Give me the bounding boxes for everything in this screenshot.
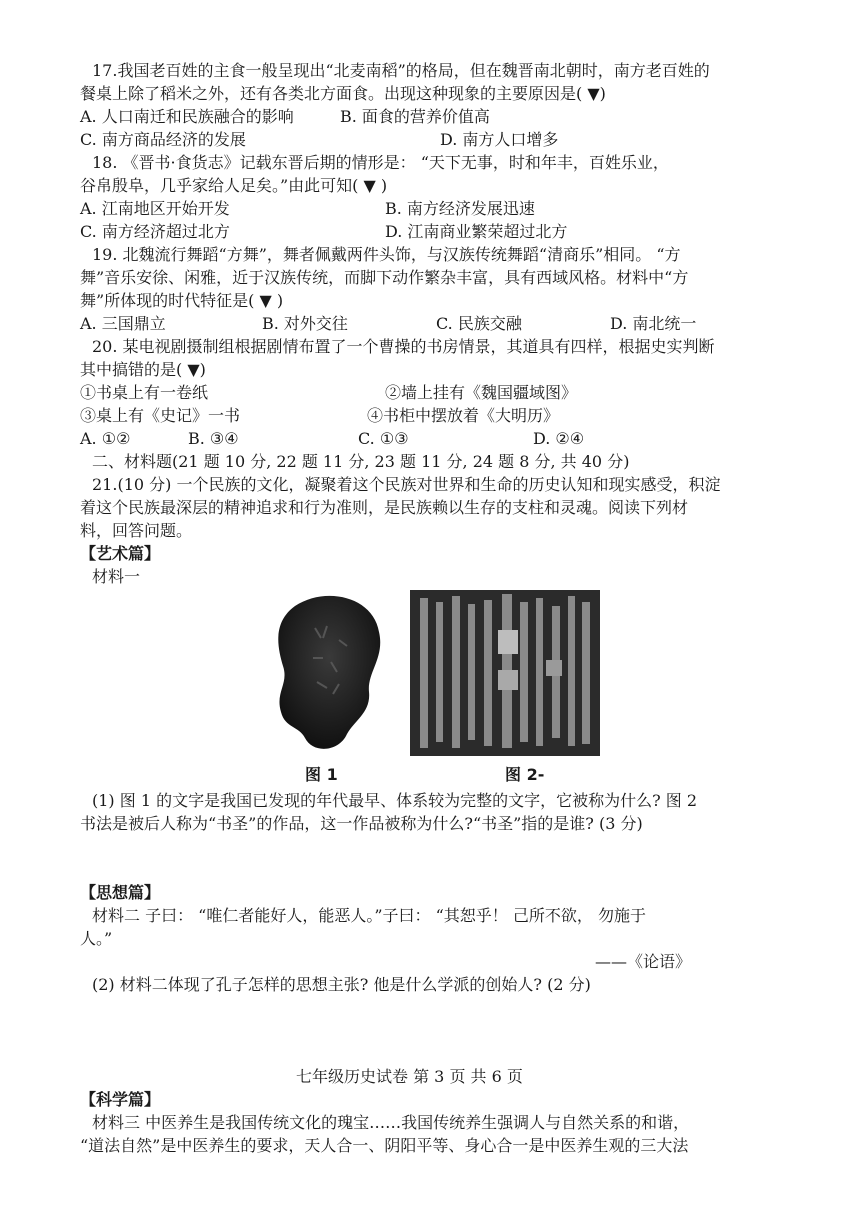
q19-option-c: C. 民族交融 [436,314,522,333]
q18-option-c: C. 南方经济超过北方 [80,222,230,241]
material-3-line-1: 材料三 中医养生是我国传统文化的瑰宝……我国传统养生强调人与自然关系的和谐， [92,1113,690,1132]
q20-option-d: D. ②④ [533,429,585,448]
q17-option-d: D. 南方人口增多 [440,130,559,149]
sub-q1-line-2: 书法是被后人称为“书圣”的作品，这一作品被称为什么?“书圣”指的是谁? (3 分) [80,814,643,833]
material-1-figures [255,588,605,784]
q20-line-2: 其中搞错的是( ▼) [80,360,206,379]
q20-item-3: ③桌上有《史记》一书 [80,406,241,425]
science-heading: 【科学篇】 [80,1090,161,1109]
material-1-label: 材料一 [92,567,141,586]
figure-2-caption: 图 2- [505,765,545,784]
thought-heading: 【思想篇】 [80,883,161,902]
material-2-line-2: 人。” [80,929,113,948]
sub-q2: (2) 材料二体现了孔子怎样的思想主张? 他是什么学派的创始人? (2 分) [92,975,591,994]
q18-line-1: 18. 《晋书·食货志》记载东晋后期的情形是： “天下无事，时和年丰，百姓乐业， [92,153,669,172]
page-footer: 七年级历史试卷 第 3 页 共 6 页 [296,1067,523,1086]
q18-option-b: B. 南方经济发展迅速 [385,199,535,218]
q20-option-a: A. ①② [80,429,131,448]
material-2-source: ——《论语》 [595,952,692,971]
q19-line-3: 舞”所体现的时代特征是( ▼ ) [80,291,284,310]
material-2-line-1: 材料二 子曰： “唯仁者能好人，能恶人。”子曰： “其恕乎！ 己所不欲， 勿施于 [92,906,646,925]
q20-option-c: C. ①③ [358,429,409,448]
q20-option-b: B. ③④ [188,429,239,448]
q21-line-2: 着这个民族最深层的精神追求和行为准则，是民族赖以生存的支柱和灵魂。阅读下列材 [80,498,689,517]
section-heading: 二、材料题(21 题 10 分, 22 题 11 分, 23 题 11 分, 24 题 8 分, 共 40 分) [92,452,630,471]
q19-option-d: D. 南北统一 [610,314,697,333]
q19-option-b: B. 对外交往 [262,314,348,333]
figure-1-caption: 图 1 [305,765,338,784]
q18-line-2: 谷帛殷阜，几乎家给人足矣。”由此可知( ▼ ) [80,176,388,195]
q21-line-3: 料，回答问题。 [80,521,193,540]
q20-item-2: ②墙上挂有《魏国疆域图》 [385,383,578,402]
art-heading: 【艺术篇】 [80,544,161,563]
q18-option-d: D. 江南商业繁荣超过北方 [385,222,568,241]
q18-option-a: A. 江南地区开始开发 [80,199,230,218]
q17-option-b: B. 面食的营养价值高 [340,107,490,126]
q17-line-1: 17.我国老百姓的主食一般呈现出“北麦南稻”的格局，但在魏晋南北朝时，南方老百姓的 [92,61,710,80]
q19-line-1: 19. 北魏流行舞蹈“方舞”，舞者佩戴两件头饰，与汉族传统舞蹈“清商乐”相同。 “方 [92,245,681,264]
q17-option-a: A. 人口南迁和民族融合的影响 [80,107,294,126]
q19-option-a: A. 三国鼎立 [80,314,166,333]
q20-line-1: 20. 某电视剧摄制组根据剧情布置了一个曹操的书房情景，其道具有四样，根据史实判断 [92,337,715,356]
q20-item-4: ④书柜中摆放着《大明历》 [367,406,560,425]
oracle-bone-image [255,588,395,756]
q19-line-2: 舞”音乐安徐、闲雅，近于汉族传统，而脚下动作繁杂丰富，具有西域风格。材料中“方 [80,268,689,287]
calligraphy-image [410,590,600,756]
q21-line-1: 21.(10 分) 一个民族的文化，凝聚着这个民族对世界和生命的历史认知和现实感受，积淀 [92,475,721,494]
q17-option-c: C. 南方商品经济的发展 [80,130,246,149]
material-3-line-2: “道法自然”是中医养生的要求，天人合一、阴阳平等、身心合一是中医养生观的三大法 [80,1136,689,1155]
q20-item-1: ①书桌上有一卷纸 [80,383,209,402]
q17-line-2: 餐桌上除了稻米之外，还有各类北方面食。出现这种现象的主要原因是( ▼) [80,84,606,103]
sub-q1-line-1: (1) 图 1 的文字是我国已发现的年代最早、体系较为完整的文字，它被称为什么? 图 2 [92,791,698,810]
